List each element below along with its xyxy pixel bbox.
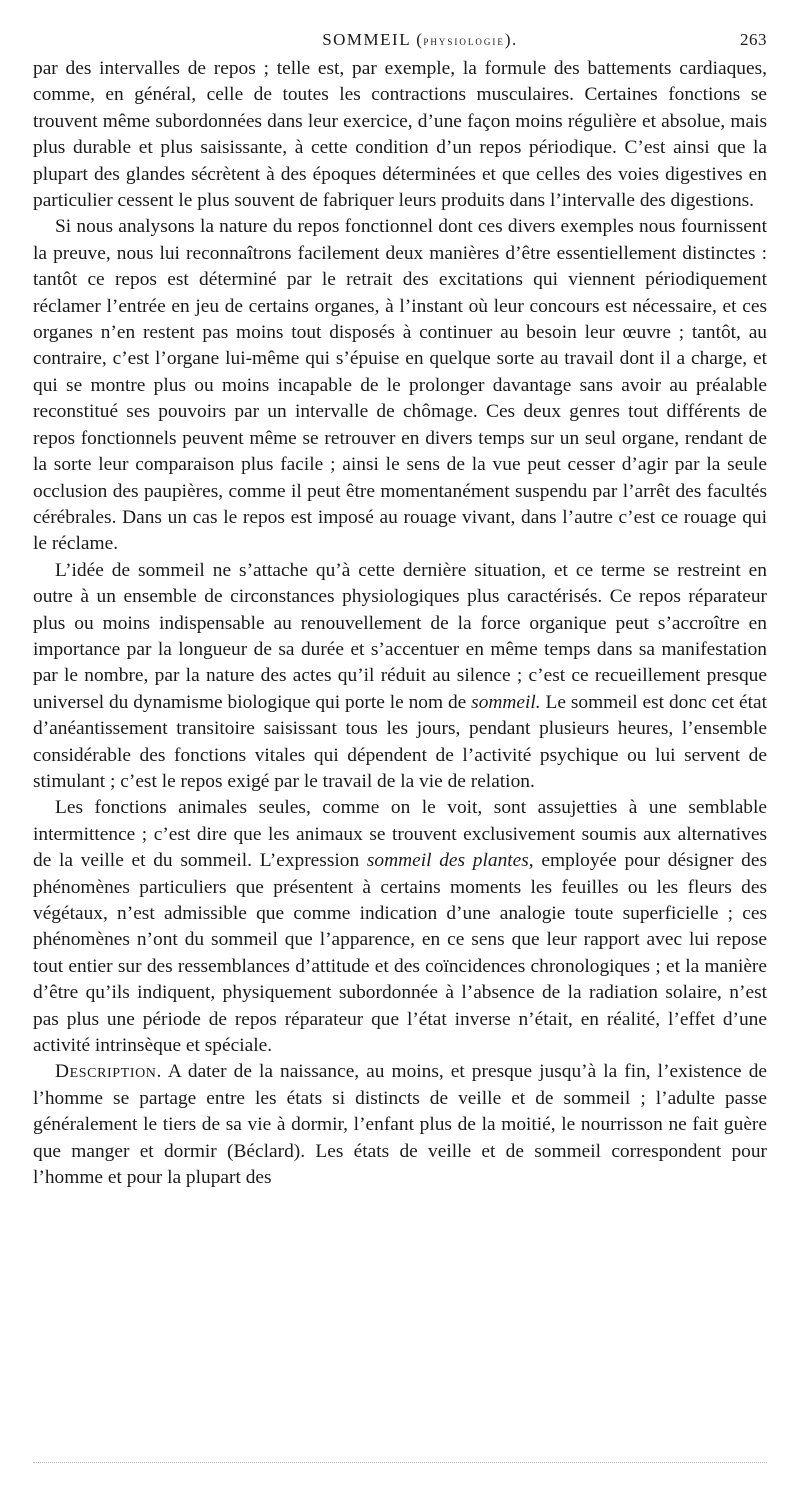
running-head-title-end: ). [504,30,518,49]
paragraph-1: par des intervalles de repos ; telle est, par exemple, la formule des battements cardiaques, comme, en général, celle de toutes les contractions musculaires. Certaines fonctions se trouvent même subordonnées dans leur exercice, d’une façon moins régulière et absolue, mais plus durable et plus saisissante, à cette condition d’un repos périodique. C’est ainsi que la plupart des glandes sécrètent à des époques déterminées et que celles des voies digestives en particulier cessent le plus souvent de fabriquer leurs produits dans l’intervalle des digestions. [33,58,767,212]
paragraph-2: Si nous analysons la nature du repos fonctionnel dont ces divers exemples nous fournissent la preuve, nous lui reconnaîtrons facilement deux manières d’être essentiellement distinctes : tantôt ce repos est déterminé par le retrait des excitations qui viennent périodiquement réclamer l’entrée en jeu de certains organes, à l’instant où leur concours est nécessaire, et ces organes n’en restent pas moins tout disposés à continuer au besoin leur œuvre ; tantôt, au contraire, c’est l’organe lui-même qui s’épuise en quelque sorte au travail dont il a charge, et qui se montre plus ou moins incapable de le prolonger davantage sans avoir au préalable reconstitué ses pouvoirs par un intervalle de chômage. Ces deux genres tout différents de repos fonctionnels peuvent même se retrouver en divers temps sur un seul organe, rendant de la sorte leur comparaison plus facile ; ainsi le sens de la vue peut cesser d’agir par la seule occlusion des paupières, comme il peut être momentanément suspendu par l’arrêt des facultés cérébrales. Dans un cas le repos est imposé au rouage vivant, dans l’autre c’est ce rouage qui le réclame. [33,216,767,555]
paragraph-4 [33,795,767,1059]
paragraph-3-text-b: Le sommeil est donc cet état d’anéantissement transitoire saisissant tous les jours, pendant plusieurs heures, l’ensemble considérable des fonctions vitales qui dépendent de l’activité psychique ou lui servent de stimulant ; c’est le repos exigé par le travail de la vie de relation. [33,691,767,792]
bottom-print-marks [33,1462,767,1463]
page [33,30,767,1191]
running-head-title [33,30,767,50]
paragraph-5-text: A dater de la naissance, au moins, et presque jusqu’à la fin, l’existence de l’homme se partage entre les états si distincts de veille et de sommeil ; l’adulte passe généralement le tiers de sa vie à dormir, l’enfant plus de la moitié, le nourrisson ne fait guère que manger et dormir (Béclard). Les états de veille et de sommeil correspondent pour l’homme et pour la plupart des [33,1061,767,1189]
paragraph-3-text-a: L’idée de sommeil ne s’attache qu’à cette dernière situation, et ce terme se restreint en outre à un ensemble de circonstances physiologiques plus caractérisés. Ce repos réparateur plus ou moins indispensable au renouvellement de la force organique peut s’accroître en importance par la longueur de sa durée et s’accentuer en même temps dans sa manifestation par le nombre, par la nature des actes qu’il réduit au silence ; c’est ce recueillement presque universel du dynamisme biologique qui porte le nom de [33,559,767,713]
paragraph-3 [33,558,767,796]
paragraph-4-emphasis: sommeil des plantes, [366,850,534,872]
running-head [33,30,767,56]
paragraph-5 [33,1059,767,1191]
running-head-title-subject: physiologie [423,33,505,48]
paragraph-4-text-a: Les fonctions animales seules, comme on le voit, sont assujetties à une semblable intermittence ; c’est dire que les animaux se trouvent exclusivement soumis aux alternatives de la veille et du sommeil. L’expression [33,797,767,872]
page-number: 263 [740,30,767,49]
section-label-description: Description. [55,1061,162,1083]
body-text [33,56,767,1191]
paragraph-4-text-b: employée pour désigner des phénomènes particuliers que présentent à certains moments les feuilles ou les fleurs des végétaux, n’est admissible que comme indication d’une analogie toute superficielle ; ces phénomènes n’ont du sommeil que l’apparence, en ce sens que leur rapport avec lui repose tout entier sur des ressemblances d’attitude et des coïncidences chronologiques ; et la manière d’être qu’ils indiquent, physiquement subordonnée à l’absence de la radiation solaire, n’est pas plus une période de repos réparateur que l’état inverse n’était, en réalité, l’effet d’une activité intrinsèque et spéciale. [33,850,767,1057]
running-head-title-main: SOMMEIL ( [322,30,424,49]
paragraph-3-emphasis: sommeil. [471,691,541,713]
